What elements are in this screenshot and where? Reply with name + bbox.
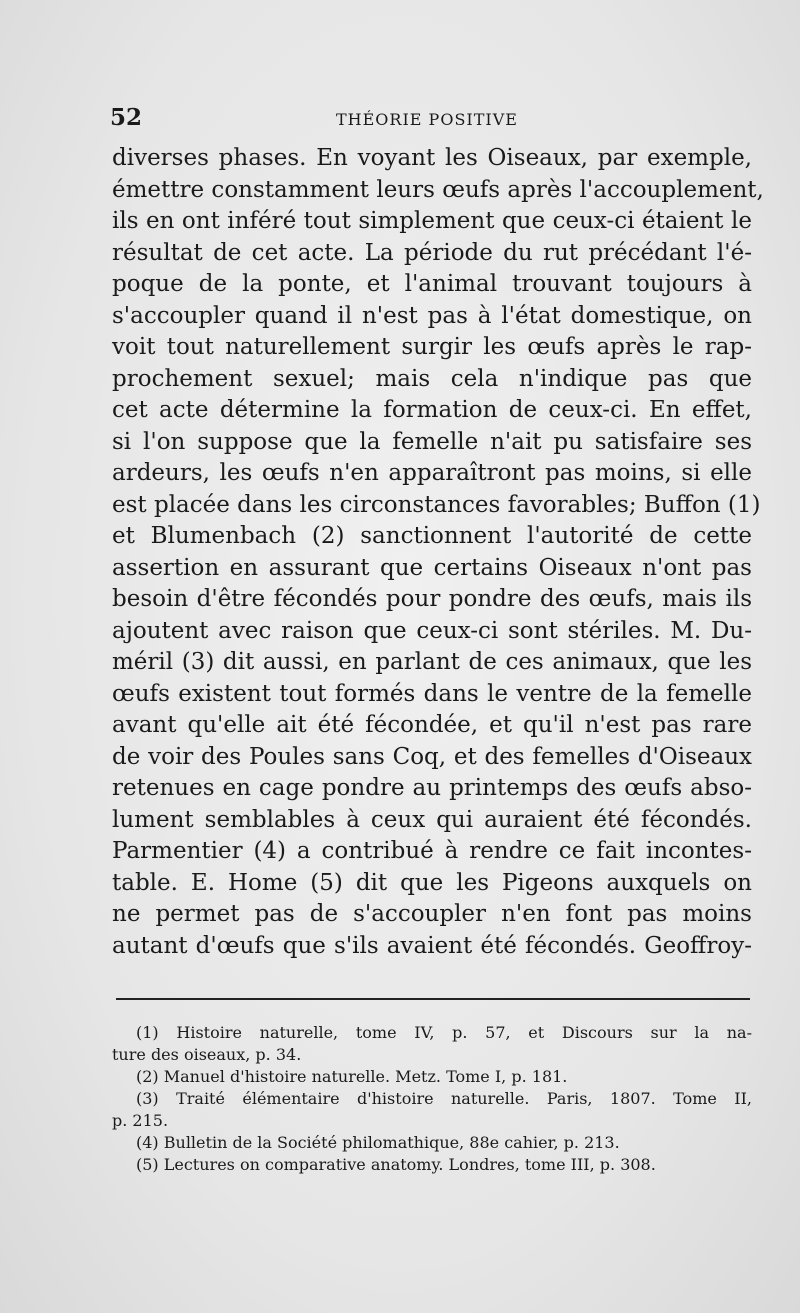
text-line: émettre constamment leurs œufs après l'accouplement, [112, 176, 764, 203]
text-line: méril (3) dit aussi, en parlant de ces animaux, que les [112, 649, 752, 675]
footnote-line: (1) Histoire naturelle, tome IV, p. 57, et Discours sur la na- [136, 1023, 752, 1042]
text-line: prochement sexuel; mais cela n'indique pas que [112, 365, 752, 392]
text-line: autant d'œufs que s'ils avaient été fécondés. Geoffroy- [112, 932, 752, 959]
text-line: ne permet pas de s'accoupler n'en font pas moins [112, 901, 752, 927]
text-line: ils en ont inféré tout simplement que ceux-ci étaient le [112, 208, 752, 234]
text-line: ajoutent avec raison que ceux-ci sont stériles. M. Du- [112, 617, 752, 644]
text-line: table. E. Home (5) dit que les Pigeons auxquels on [112, 869, 752, 896]
text-line: de voir des Poules sans Coq, et des femelles d'Oiseaux [112, 743, 752, 770]
running-head [0, 104, 800, 136]
text-line: diverses phases. En voyant les Oiseaux, par exemple, [112, 145, 752, 171]
text-line: besoin d'être fécondés pour pondre des œufs, mais ils [112, 586, 752, 612]
text-line: s'accoupler quand il n'est pas à l'état domestique, on [112, 302, 752, 329]
footnote-rule [116, 998, 750, 1000]
text-line: et Blumenbach (2) sanctionnent l'autorité de cette [112, 523, 752, 549]
footnote-line: p. 215. [112, 1111, 169, 1130]
text-line: avant qu'elle ait été fécondée, et qu'il n'est pas rare [112, 712, 752, 738]
text-line: œufs existent tout formés dans le ventre de la femelle [112, 680, 752, 707]
footnote-line: ture des oiseaux, p. 34. [112, 1045, 302, 1064]
page-number: 52 [110, 104, 143, 131]
text-line: voit tout naturellement surgir les œufs après le rap- [112, 334, 752, 360]
running-title: THÉORIE POSITIVE [336, 110, 518, 129]
footnote-line: (4) Bulletin de la Société philomathique, 88e cahier, p. 213. [136, 1133, 620, 1152]
text-line: cet acte détermine la formation de ceux-ci. En effet, [112, 397, 752, 423]
text-line: Parmentier (4) a contribué à rendre ce fait incontes- [112, 838, 752, 864]
footnotes [112, 1022, 752, 1176]
text-line: poque de la ponte, et l'animal trouvant toujours à [112, 271, 752, 297]
text-line: retenues en cage pondre au printemps des œufs abso- [112, 775, 752, 801]
text-line: résultat de cet acte. La période du rut précédant l'é- [112, 239, 752, 266]
text-line: si l'on suppose que la femelle n'ait pu satisfaire ses [112, 428, 752, 455]
text-line: lument semblables à ceux qui auraient été fécondés. [112, 806, 752, 833]
text-line: ardeurs, les œufs n'en apparaîtront pas moins, si elle [112, 460, 752, 486]
text-line: assertion en assurant que certains Oiseaux n'ont pas [112, 554, 752, 581]
body-text [112, 143, 764, 962]
footnote-line: (5) Lectures on comparative anatomy. Londres, tome III, p. 308. [136, 1155, 656, 1174]
footnote-line: (2) Manuel d'histoire naturelle. Metz. Tome I, p. 181. [136, 1067, 568, 1086]
footnote-line: (3) Traité élémentaire d'histoire naturelle. Paris, 1807. Tome II, [136, 1089, 752, 1108]
text-line: est placée dans les circonstances favorables; Buffon (1) [112, 491, 761, 518]
